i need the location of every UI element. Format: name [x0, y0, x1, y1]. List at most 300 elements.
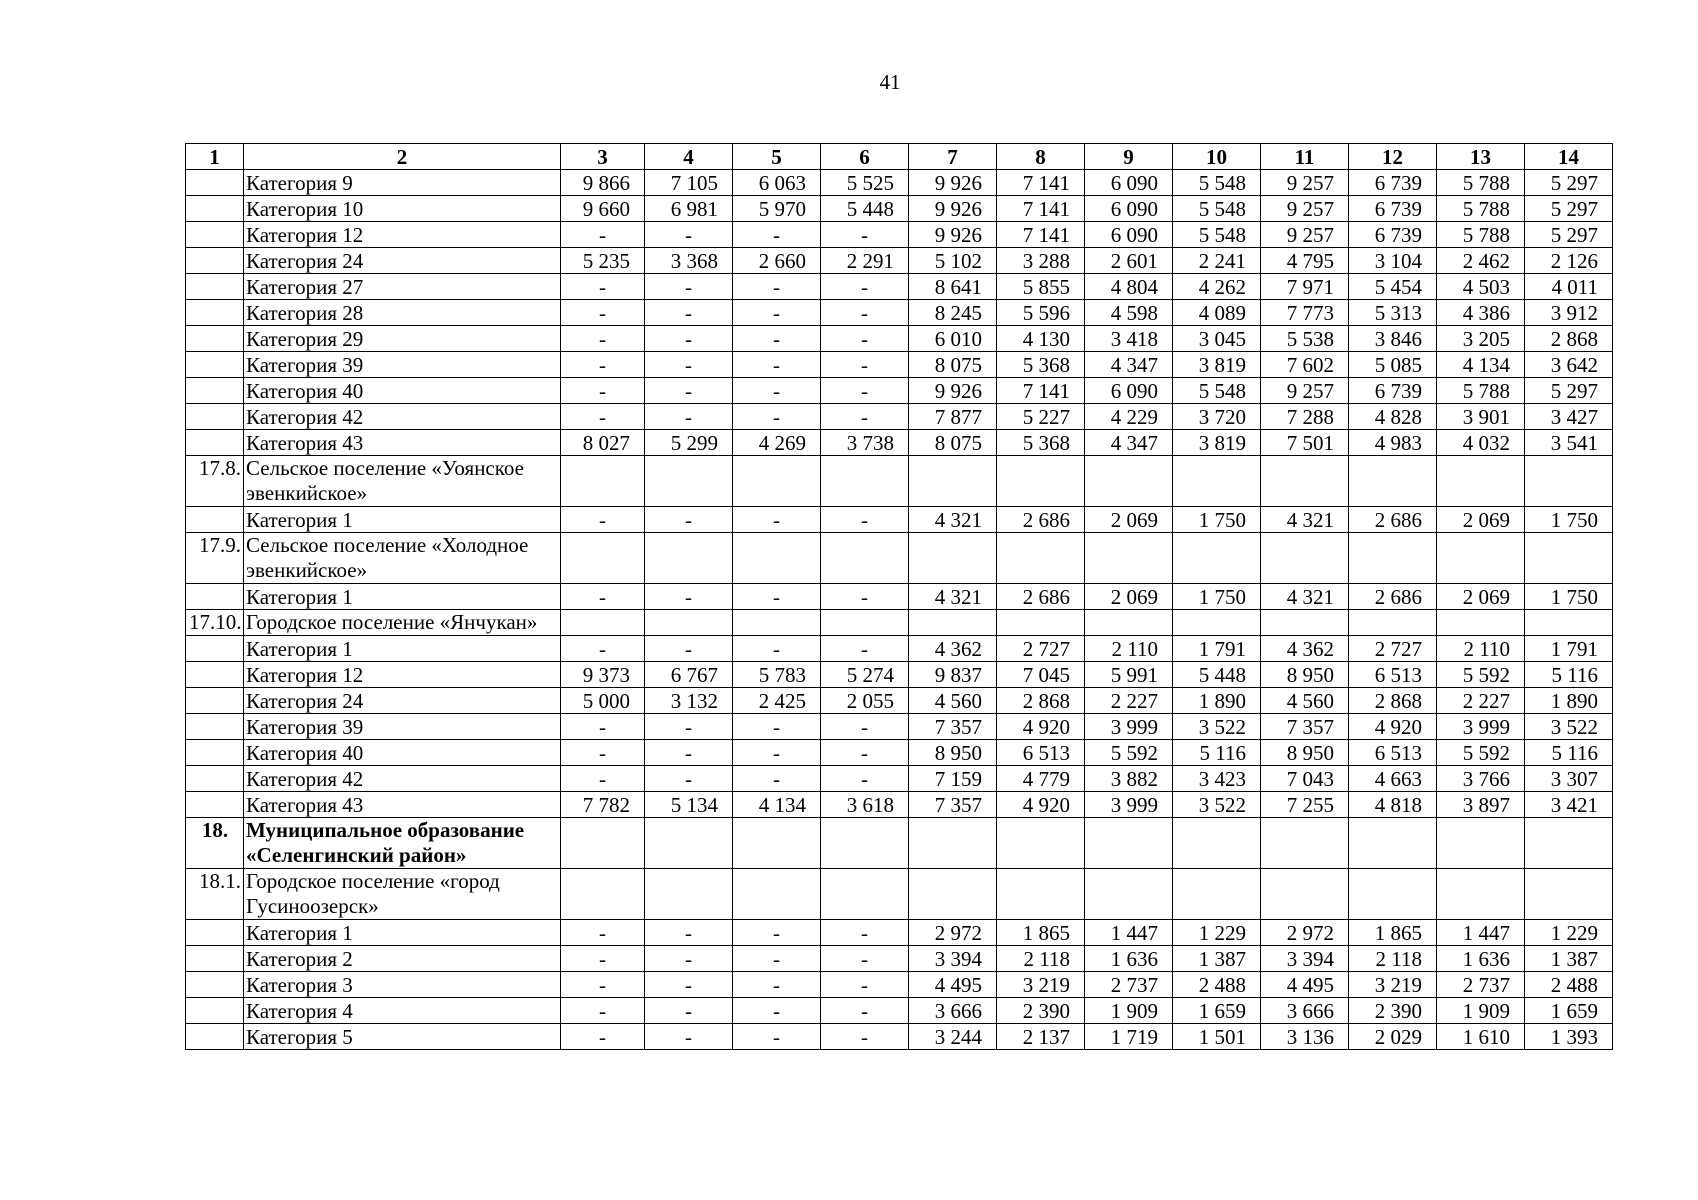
value-cell: -	[821, 584, 909, 610]
value-cell: 3 219	[997, 972, 1085, 998]
row-number-cell	[186, 507, 244, 533]
category-name: Категория 39	[244, 352, 561, 378]
value-cell: 5 592	[1437, 740, 1525, 766]
value-cell: 2 972	[909, 920, 997, 946]
value-cell: 4 598	[1085, 300, 1173, 326]
value-cell: 1 750	[1525, 507, 1613, 533]
empty-cell	[1437, 610, 1525, 636]
value-cell: 1 447	[1085, 920, 1173, 946]
value-cell: 8 950	[1261, 740, 1349, 766]
category-name: Категория 12	[244, 222, 561, 248]
empty-cell	[561, 869, 645, 920]
value-cell: -	[733, 740, 821, 766]
value-cell: 5 788	[1437, 378, 1525, 404]
value-cell: 3 846	[1349, 326, 1437, 352]
empty-cell	[1261, 533, 1349, 584]
value-cell: 5 448	[1173, 662, 1261, 688]
value-cell: 4 032	[1437, 430, 1525, 456]
row-number-cell	[186, 688, 244, 714]
table-row	[186, 248, 1613, 274]
value-cell: 3 219	[1349, 972, 1437, 998]
value-cell: 1 447	[1437, 920, 1525, 946]
value-cell: 3 882	[1085, 766, 1173, 792]
table-row	[186, 222, 1613, 248]
category-name: Категория 43	[244, 430, 561, 456]
row-number-cell	[186, 222, 244, 248]
table-row	[186, 740, 1613, 766]
value-cell: 4 269	[733, 430, 821, 456]
value-cell: 2 737	[1085, 972, 1173, 998]
value-cell: 3 642	[1525, 352, 1613, 378]
value-cell: 6 739	[1349, 170, 1437, 196]
value-cell: -	[821, 300, 909, 326]
table-row	[186, 972, 1613, 998]
value-cell: 3 522	[1173, 792, 1261, 818]
value-cell: 3 766	[1437, 766, 1525, 792]
value-cell: 3 427	[1525, 404, 1613, 430]
value-cell: 4 130	[997, 326, 1085, 352]
empty-cell	[909, 533, 997, 584]
value-cell: 1 636	[1437, 946, 1525, 972]
value-cell: -	[733, 507, 821, 533]
empty-cell	[821, 533, 909, 584]
value-cell: -	[733, 972, 821, 998]
value-cell: -	[821, 404, 909, 430]
value-cell: -	[821, 766, 909, 792]
value-cell: 2 110	[1085, 636, 1173, 662]
value-cell: -	[645, 222, 733, 248]
value-cell: 4 795	[1261, 248, 1349, 274]
category-name: Категория 12	[244, 662, 561, 688]
value-cell: 5 297	[1525, 378, 1613, 404]
value-cell: 3 045	[1173, 326, 1261, 352]
value-cell: 2 686	[997, 584, 1085, 610]
value-cell: 7 501	[1261, 430, 1349, 456]
value-cell: 3 132	[645, 688, 733, 714]
value-cell: 5 299	[645, 430, 733, 456]
table-row	[186, 792, 1613, 818]
value-cell: 7 255	[1261, 792, 1349, 818]
value-cell: -	[561, 274, 645, 300]
value-cell: 2 686	[1349, 584, 1437, 610]
value-cell: 3 819	[1173, 352, 1261, 378]
value-cell: 1 387	[1525, 946, 1613, 972]
empty-cell	[1173, 818, 1261, 869]
category-name: Категория 43	[244, 792, 561, 818]
empty-cell	[821, 818, 909, 869]
value-cell: 3 618	[821, 792, 909, 818]
empty-cell	[1173, 456, 1261, 507]
value-cell: 1 659	[1173, 998, 1261, 1024]
value-cell: 6 739	[1349, 222, 1437, 248]
header-cell: 4	[645, 144, 733, 170]
value-cell: -	[645, 946, 733, 972]
value-cell: -	[645, 972, 733, 998]
value-cell: 3 897	[1437, 792, 1525, 818]
value-cell: -	[821, 714, 909, 740]
category-name: Категория 10	[244, 196, 561, 222]
table-row	[186, 300, 1613, 326]
value-cell: 5 274	[821, 662, 909, 688]
empty-cell	[1173, 533, 1261, 584]
value-cell: -	[645, 274, 733, 300]
value-cell: 5 116	[1173, 740, 1261, 766]
value-cell: -	[733, 300, 821, 326]
value-cell: 5 368	[997, 430, 1085, 456]
value-cell: 3 999	[1085, 714, 1173, 740]
value-cell: 7 141	[997, 222, 1085, 248]
empty-cell	[909, 818, 997, 869]
value-cell: 5 538	[1261, 326, 1349, 352]
section-number: 18.1.	[186, 869, 244, 920]
table-row	[186, 714, 1613, 740]
empty-cell	[1437, 818, 1525, 869]
value-cell: 3 244	[909, 1024, 997, 1050]
category-name: Категория 39	[244, 714, 561, 740]
value-cell: -	[645, 714, 733, 740]
value-cell: 1 636	[1085, 946, 1173, 972]
value-cell: 6 010	[909, 326, 997, 352]
value-cell: 7 159	[909, 766, 997, 792]
section-row	[186, 610, 1613, 636]
header-cell: 9	[1085, 144, 1173, 170]
category-name: Категория 42	[244, 404, 561, 430]
empty-cell	[561, 818, 645, 869]
value-cell: 9 257	[1261, 378, 1349, 404]
empty-cell	[1437, 456, 1525, 507]
value-cell: 6 513	[997, 740, 1085, 766]
empty-cell	[1085, 818, 1173, 869]
empty-cell	[1349, 869, 1437, 920]
value-cell: 8 075	[909, 430, 997, 456]
row-number-cell	[186, 766, 244, 792]
table-row	[186, 507, 1613, 533]
row-number-cell	[186, 972, 244, 998]
value-cell: -	[561, 998, 645, 1024]
empty-cell	[1349, 533, 1437, 584]
empty-cell	[733, 456, 821, 507]
section-row	[186, 818, 1613, 869]
tariff-table	[185, 143, 1613, 1050]
empty-cell	[821, 456, 909, 507]
empty-cell	[1349, 610, 1437, 636]
value-cell: 3 368	[645, 248, 733, 274]
value-cell: 3 666	[1261, 998, 1349, 1024]
value-cell: -	[821, 378, 909, 404]
value-cell: 6 090	[1085, 170, 1173, 196]
row-number-cell	[186, 662, 244, 688]
category-name: Категория 9	[244, 170, 561, 196]
value-cell: 2 069	[1437, 507, 1525, 533]
section-title: Муниципальное образование «Селенгинский район»	[244, 818, 561, 869]
header-cell: 7	[909, 144, 997, 170]
category-name: Категория 24	[244, 688, 561, 714]
value-cell: 5 000	[561, 688, 645, 714]
value-cell: 9 373	[561, 662, 645, 688]
value-cell: -	[821, 1024, 909, 1050]
value-cell: 1 393	[1525, 1024, 1613, 1050]
section-number: 18.	[186, 818, 244, 869]
value-cell: 9 926	[909, 222, 997, 248]
value-cell: 6 767	[645, 662, 733, 688]
header-cell: 5	[733, 144, 821, 170]
value-cell: 5 102	[909, 248, 997, 274]
value-cell: 4 920	[1349, 714, 1437, 740]
value-cell: 5 313	[1349, 300, 1437, 326]
value-cell: -	[733, 274, 821, 300]
value-cell: -	[561, 222, 645, 248]
header-row	[186, 144, 1613, 170]
value-cell: 1 750	[1173, 507, 1261, 533]
value-cell: 4 983	[1349, 430, 1437, 456]
table-row	[186, 378, 1613, 404]
empty-cell	[997, 610, 1085, 636]
category-name: Категория 5	[244, 1024, 561, 1050]
row-number-cell	[186, 274, 244, 300]
empty-cell	[997, 869, 1085, 920]
value-cell: 5 297	[1525, 170, 1613, 196]
value-cell: 4 920	[997, 714, 1085, 740]
value-cell: 7 782	[561, 792, 645, 818]
empty-cell	[733, 818, 821, 869]
empty-cell	[1525, 610, 1613, 636]
header-cell: 12	[1349, 144, 1437, 170]
value-cell: 3 522	[1173, 714, 1261, 740]
empty-cell	[1085, 456, 1173, 507]
value-cell: 5 788	[1437, 222, 1525, 248]
header-cell: 2	[244, 144, 561, 170]
table-row	[186, 326, 1613, 352]
category-name: Категория 1	[244, 636, 561, 662]
value-cell: 2 137	[997, 1024, 1085, 1050]
value-cell: 5 448	[821, 196, 909, 222]
empty-cell	[1525, 818, 1613, 869]
value-cell: -	[561, 740, 645, 766]
empty-cell	[821, 610, 909, 636]
value-cell: 2 660	[733, 248, 821, 274]
value-cell: 6 513	[1349, 662, 1437, 688]
value-cell: 4 560	[1261, 688, 1349, 714]
value-cell: 2 029	[1349, 1024, 1437, 1050]
value-cell: -	[645, 1024, 733, 1050]
value-cell: 5 297	[1525, 222, 1613, 248]
value-cell: -	[733, 946, 821, 972]
value-cell: 6 090	[1085, 196, 1173, 222]
category-name: Категория 40	[244, 378, 561, 404]
empty-cell	[1173, 610, 1261, 636]
value-cell: 3 394	[909, 946, 997, 972]
value-cell: 4 495	[909, 972, 997, 998]
value-cell: -	[561, 920, 645, 946]
value-cell: 4 920	[997, 792, 1085, 818]
value-cell: -	[821, 507, 909, 533]
value-cell: 2 069	[1085, 507, 1173, 533]
category-name: Категория 24	[244, 248, 561, 274]
value-cell: -	[561, 507, 645, 533]
value-cell: 7 877	[909, 404, 997, 430]
value-cell: 2 390	[1349, 998, 1437, 1024]
value-cell: 2 488	[1525, 972, 1613, 998]
value-cell: 2 126	[1525, 248, 1613, 274]
value-cell: 4 386	[1437, 300, 1525, 326]
category-name: Категория 40	[244, 740, 561, 766]
value-cell: 6 063	[733, 170, 821, 196]
value-cell: 3 912	[1525, 300, 1613, 326]
table-row	[186, 1024, 1613, 1050]
value-cell: 3 421	[1525, 792, 1613, 818]
value-cell: 5 368	[997, 352, 1085, 378]
value-cell: -	[821, 326, 909, 352]
header-cell: 10	[1173, 144, 1261, 170]
row-number-cell	[186, 998, 244, 1024]
value-cell: 5 991	[1085, 662, 1173, 688]
value-cell: 9 926	[909, 170, 997, 196]
row-number-cell	[186, 1024, 244, 1050]
value-cell: 1 865	[997, 920, 1085, 946]
table-row	[186, 430, 1613, 456]
value-cell: 4 818	[1349, 792, 1437, 818]
row-number-cell	[186, 248, 244, 274]
value-cell: 7 971	[1261, 274, 1349, 300]
value-cell: 5 788	[1437, 196, 1525, 222]
value-cell: 4 362	[909, 636, 997, 662]
value-cell: -	[645, 920, 733, 946]
value-cell: 1 719	[1085, 1024, 1173, 1050]
value-cell: -	[821, 920, 909, 946]
category-name: Категория 1	[244, 584, 561, 610]
empty-cell	[561, 456, 645, 507]
table-row	[186, 196, 1613, 222]
value-cell: 1 890	[1525, 688, 1613, 714]
value-cell: 3 720	[1173, 404, 1261, 430]
value-cell: 5 970	[733, 196, 821, 222]
value-cell: 1 890	[1173, 688, 1261, 714]
value-cell: 2 227	[1085, 688, 1173, 714]
empty-cell	[1261, 869, 1349, 920]
value-cell: -	[821, 222, 909, 248]
empty-cell	[997, 456, 1085, 507]
empty-cell	[733, 610, 821, 636]
value-cell: -	[821, 972, 909, 998]
empty-cell	[1261, 610, 1349, 636]
empty-cell	[1085, 533, 1173, 584]
table-row	[186, 766, 1613, 792]
row-number-cell	[186, 352, 244, 378]
value-cell: 4 229	[1085, 404, 1173, 430]
value-cell: 3 307	[1525, 766, 1613, 792]
table-row	[186, 688, 1613, 714]
value-cell: 1 501	[1173, 1024, 1261, 1050]
value-cell: 9 257	[1261, 196, 1349, 222]
value-cell: 2 601	[1085, 248, 1173, 274]
row-number-cell	[186, 404, 244, 430]
category-name: Категория 1	[244, 507, 561, 533]
value-cell: 8 950	[909, 740, 997, 766]
value-cell: 9 837	[909, 662, 997, 688]
value-cell: -	[561, 584, 645, 610]
value-cell: -	[821, 636, 909, 662]
value-cell: 3 999	[1085, 792, 1173, 818]
row-number-cell	[186, 636, 244, 662]
value-cell: 3 104	[1349, 248, 1437, 274]
value-cell: 3 666	[909, 998, 997, 1024]
value-cell: 7 602	[1261, 352, 1349, 378]
value-cell: 7 141	[997, 196, 1085, 222]
value-cell: 5 116	[1525, 740, 1613, 766]
empty-cell	[1349, 456, 1437, 507]
value-cell: 7 141	[997, 378, 1085, 404]
value-cell: -	[561, 300, 645, 326]
value-cell: 3 819	[1173, 430, 1261, 456]
header-cell: 8	[997, 144, 1085, 170]
value-cell: -	[733, 326, 821, 352]
value-cell: 4 362	[1261, 636, 1349, 662]
value-cell: 3 136	[1261, 1024, 1349, 1050]
value-cell: 4 134	[733, 792, 821, 818]
value-cell: 6 739	[1349, 378, 1437, 404]
value-cell: 1 909	[1437, 998, 1525, 1024]
section-title: Городское поселение «город Гусиноозерск»	[244, 869, 561, 920]
value-cell: 2 868	[1349, 688, 1437, 714]
value-cell: 8 641	[909, 274, 997, 300]
value-cell: 9 257	[1261, 222, 1349, 248]
value-cell: 2 110	[1437, 636, 1525, 662]
table-row	[186, 170, 1613, 196]
empty-cell	[1525, 456, 1613, 507]
value-cell: 7 043	[1261, 766, 1349, 792]
row-number-cell	[186, 430, 244, 456]
value-cell: 7 288	[1261, 404, 1349, 430]
value-cell: -	[733, 1024, 821, 1050]
value-cell: -	[733, 766, 821, 792]
value-cell: 1 659	[1525, 998, 1613, 1024]
value-cell: 4 089	[1173, 300, 1261, 326]
value-cell: -	[645, 352, 733, 378]
value-cell: 2 069	[1085, 584, 1173, 610]
value-cell: 7 141	[997, 170, 1085, 196]
section-title: Сельское поселение «Холодное эвенкийское»	[244, 533, 561, 584]
empty-cell	[645, 610, 733, 636]
value-cell: 3 394	[1261, 946, 1349, 972]
row-number-cell	[186, 792, 244, 818]
value-cell: 1 791	[1525, 636, 1613, 662]
value-cell: -	[561, 1024, 645, 1050]
value-cell: 4 347	[1085, 430, 1173, 456]
empty-cell	[1085, 610, 1173, 636]
empty-cell	[645, 456, 733, 507]
empty-cell	[1437, 869, 1525, 920]
value-cell: 3 205	[1437, 326, 1525, 352]
value-cell: 2 868	[1525, 326, 1613, 352]
value-cell: 2 727	[997, 636, 1085, 662]
category-name: Категория 27	[244, 274, 561, 300]
value-cell: 1 791	[1173, 636, 1261, 662]
value-cell: 2 462	[1437, 248, 1525, 274]
value-cell: 2 868	[997, 688, 1085, 714]
value-cell: 4 321	[909, 584, 997, 610]
value-cell: -	[733, 584, 821, 610]
category-name: Категория 3	[244, 972, 561, 998]
value-cell: -	[645, 998, 733, 1024]
value-cell: 5 548	[1173, 378, 1261, 404]
value-cell: -	[821, 998, 909, 1024]
value-cell: 5 596	[997, 300, 1085, 326]
value-cell: 2 737	[1437, 972, 1525, 998]
value-cell: -	[645, 740, 733, 766]
value-cell: 4 828	[1349, 404, 1437, 430]
value-cell: -	[733, 378, 821, 404]
value-cell: 5 227	[997, 404, 1085, 430]
